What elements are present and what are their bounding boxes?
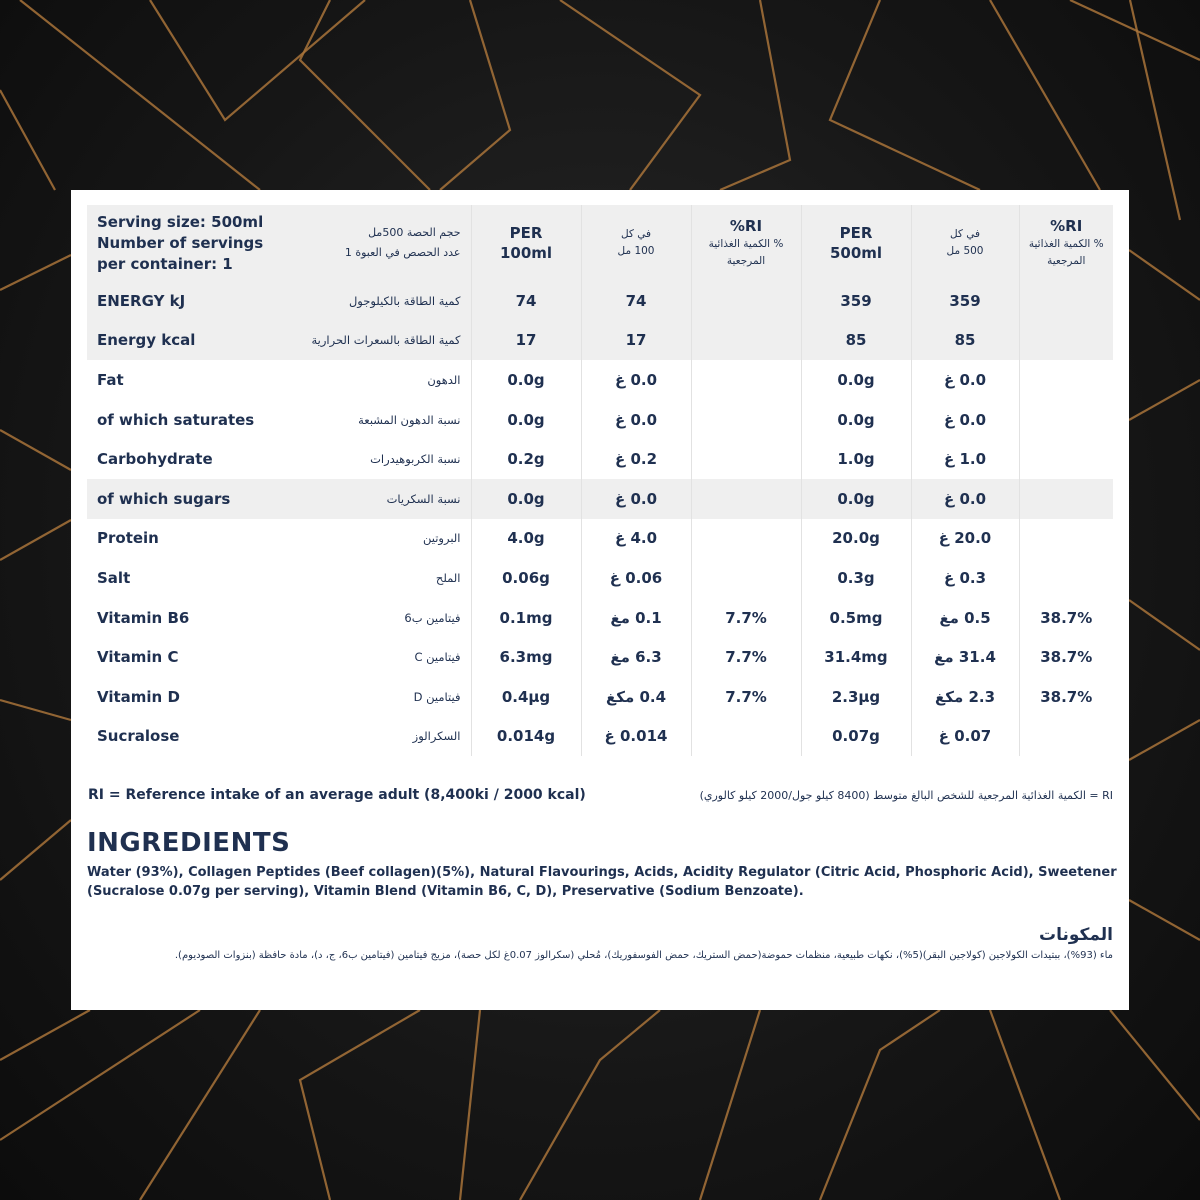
ri-per100: 7.7%	[691, 598, 801, 638]
ri-footnote-ar: RI = الكمية الغذائية المرجعية للشخص البالغ متوسط (8400 كيلو جول/2000 كيلو كالوري)	[699, 789, 1113, 802]
value-per500-ar: 0.5 مغ	[911, 598, 1019, 638]
nutrient-name: Sucralose	[97, 727, 180, 746]
nutrition-label-panel	[71, 190, 1129, 1010]
col-header-per500-ar: في كل 500 مل	[911, 205, 1019, 281]
value-per500: 85	[801, 321, 911, 361]
value-per500: 1.0g	[801, 439, 911, 479]
value-per100-ar: 4.0 غ	[581, 519, 691, 559]
nutrient-name: Salt	[97, 568, 131, 587]
value-per500-ar: 2.3 مكغ	[911, 677, 1019, 717]
ri-per100: 7.7%	[691, 637, 801, 677]
value-per100: 6.3mg	[471, 637, 581, 677]
ri-per100: 7.7%	[691, 677, 801, 717]
value-per100: 0.0g	[471, 360, 581, 400]
col-header-per100-ar: في كل 100 مل	[581, 205, 691, 281]
value-per500: 0.5mg	[801, 598, 911, 638]
value-per100-ar: 17	[581, 321, 691, 361]
value-per500: 31.4mg	[801, 637, 911, 677]
nutrient-name-ar: السكرالوز	[412, 729, 461, 744]
value-per500: 359	[801, 281, 911, 321]
ri-per500	[1019, 321, 1113, 361]
table-header-row	[87, 205, 1113, 281]
nutrient-name-ar: نسبة السكريات	[307, 479, 471, 519]
value-per100-ar: 74	[581, 281, 691, 321]
table-row	[87, 519, 1113, 559]
ri-per100	[691, 479, 801, 519]
table-row	[87, 400, 1113, 440]
value-per500-ar: 0.0 غ	[911, 479, 1019, 519]
value-per100-ar: 0.4 مكغ	[581, 677, 691, 717]
ri-per500	[1019, 717, 1113, 757]
nutrient-name-ar: فيتامين ب6	[404, 610, 461, 625]
table-row	[87, 717, 1113, 757]
nutrient-name: Carbohydrate	[97, 450, 213, 469]
value-per500-ar: 0.0 غ	[911, 400, 1019, 440]
table-row	[87, 439, 1113, 479]
nutrient-name-ar: البروتين	[423, 531, 461, 546]
value-per100: 0.06g	[471, 558, 581, 598]
nutrient-name-ar: الدهون	[427, 372, 461, 387]
nutrition-rows	[87, 281, 1113, 756]
value-per100: 4.0g	[471, 519, 581, 559]
nutrient-name: of which sugars	[87, 479, 307, 519]
ri-per100	[691, 519, 801, 559]
value-per100-ar: 0.014 غ	[581, 717, 691, 757]
table-row	[87, 637, 1113, 677]
ri-per100	[691, 281, 801, 321]
nutrient-name-ar: نسبة الكربوهيدرات	[370, 452, 461, 467]
nutrient-name: Protein	[97, 529, 159, 548]
value-per500: 0.0g	[801, 360, 911, 400]
nutrient-name-ar: فيتامين C	[414, 650, 461, 665]
value-per100-ar: 0.0 غ	[581, 360, 691, 400]
nutrient-name: Vitamin B6	[97, 608, 190, 627]
ingredients-text: Water (93%), Collagen Peptides (Beef collagen)(5%), Natural Flavourings, Acids, Acidity Regulator (Citric Acid, Phosphoric Acid), Sweetener (Sucralose 0.07g per serving), Vitamin Blend (Vitamin B6, C, D), Preservative (Sodium Benzoate).	[87, 865, 1117, 899]
ri-per100	[691, 558, 801, 598]
ri-per500	[1019, 479, 1113, 519]
nutrient-name: of which saturates	[97, 410, 255, 429]
col-header-ri500: %RI % الكمية الغذائية المرجعية	[1019, 205, 1113, 281]
ri-per500	[1019, 558, 1113, 598]
value-per500: 0.0g	[801, 400, 911, 440]
ri-per100	[691, 717, 801, 757]
ri-per500: 38.7%	[1019, 598, 1113, 638]
value-per500: 0.0g	[801, 479, 911, 519]
ri-per500	[1019, 439, 1113, 479]
value-per500-ar: 1.0 غ	[911, 439, 1019, 479]
nutrient-name-ar: كمية الطاقة بالسعرات الحرارية	[307, 321, 471, 361]
nutrient-name: Vitamin D	[97, 687, 180, 706]
value-per100-ar: 0.1 مغ	[581, 598, 691, 638]
ri-per500	[1019, 360, 1113, 400]
nutrient-name-ar: كمية الطاقة بالكيلوجول	[307, 281, 471, 321]
value-per100: 0.014g	[471, 717, 581, 757]
ri-per500	[1019, 281, 1113, 321]
value-per500-ar: 0.07 غ	[911, 717, 1019, 757]
nutrition-table	[87, 205, 1113, 756]
value-per100: 0.1mg	[471, 598, 581, 638]
ri-per500	[1019, 519, 1113, 559]
nutrient-name: ENERGY kJ	[87, 281, 307, 321]
col-header-per500: PER 500ml	[801, 205, 911, 281]
ri-per100	[691, 360, 801, 400]
table-row	[87, 281, 1113, 321]
value-per100: 0.0g	[471, 479, 581, 519]
serving-info-ar: حجم الحصة 500مل عدد الحصص في العبوة 1	[307, 205, 471, 281]
ingredients-title: INGREDIENTS	[87, 828, 291, 858]
col-header-ri100: %RI % الكمية الغذائية المرجعية	[691, 205, 801, 281]
col-header-per100: PER 100ml	[471, 205, 581, 281]
value-per500-ar: 31.4 مغ	[911, 637, 1019, 677]
ingredients-text-ar: ماء (93%)، ببتيدات الكولاجين (كولاجين البقر)(5%)، نكهات طبيعية، منظمات حموضة(حمض الستريك، حمض الفوسفوريك)، مُحلي (سكرالوز 0.07غ لكل حصة)، مزيج فيتامين (فيتامين ب6، ج، د)، مادة حافظة (بنزوات الصوديوم).	[174, 950, 1113, 961]
table-row	[87, 479, 1113, 519]
ri-per100	[691, 439, 801, 479]
nutrient-name: Vitamin C	[97, 648, 179, 667]
table-row	[87, 360, 1113, 400]
table-row	[87, 598, 1113, 638]
value-per100-ar: 6.3 مغ	[581, 637, 691, 677]
value-per100: 0.2g	[471, 439, 581, 479]
value-per500-ar: 20.0 غ	[911, 519, 1019, 559]
ri-per100	[691, 400, 801, 440]
value-per500-ar: 85	[911, 321, 1019, 361]
value-per100-ar: 0.2 غ	[581, 439, 691, 479]
value-per500-ar: 0.3 غ	[911, 558, 1019, 598]
ri-per500: 38.7%	[1019, 637, 1113, 677]
ri-per100	[691, 321, 801, 361]
ingredients-title-ar: المكونات	[1038, 925, 1113, 945]
nutrient-name: Energy kcal	[87, 321, 307, 361]
value-per500-ar: 0.0 غ	[911, 360, 1019, 400]
value-per100-ar: 0.0 غ	[581, 479, 691, 519]
value-per100: 17	[471, 321, 581, 361]
nutrient-name-ar: فيتامين D	[413, 689, 461, 704]
value-per500: 0.3g	[801, 558, 911, 598]
table-row	[87, 677, 1113, 717]
serving-info: Serving size: 500ml Number of servings per container: 1	[87, 205, 307, 281]
value-per100: 0.0g	[471, 400, 581, 440]
table-row	[87, 558, 1113, 598]
value-per500: 2.3µg	[801, 677, 911, 717]
value-per100-ar: 0.06 غ	[581, 558, 691, 598]
value-per500-ar: 359	[911, 281, 1019, 321]
value-per100: 0.4µg	[471, 677, 581, 717]
value-per100-ar: 0.0 غ	[581, 400, 691, 440]
ri-per500	[1019, 400, 1113, 440]
nutrient-name-ar: نسبة الدهون المشبعة	[358, 412, 461, 427]
table-row	[87, 321, 1113, 361]
value-per100: 74	[471, 281, 581, 321]
nutrient-name: Fat	[97, 370, 124, 389]
value-per500: 20.0g	[801, 519, 911, 559]
value-per500: 0.07g	[801, 717, 911, 757]
nutrient-name-ar: الملح	[435, 570, 461, 585]
ri-footnote: RI = Reference intake of an average adult (8,400ki / 2000 kcal)	[88, 787, 586, 803]
ri-per500: 38.7%	[1019, 677, 1113, 717]
